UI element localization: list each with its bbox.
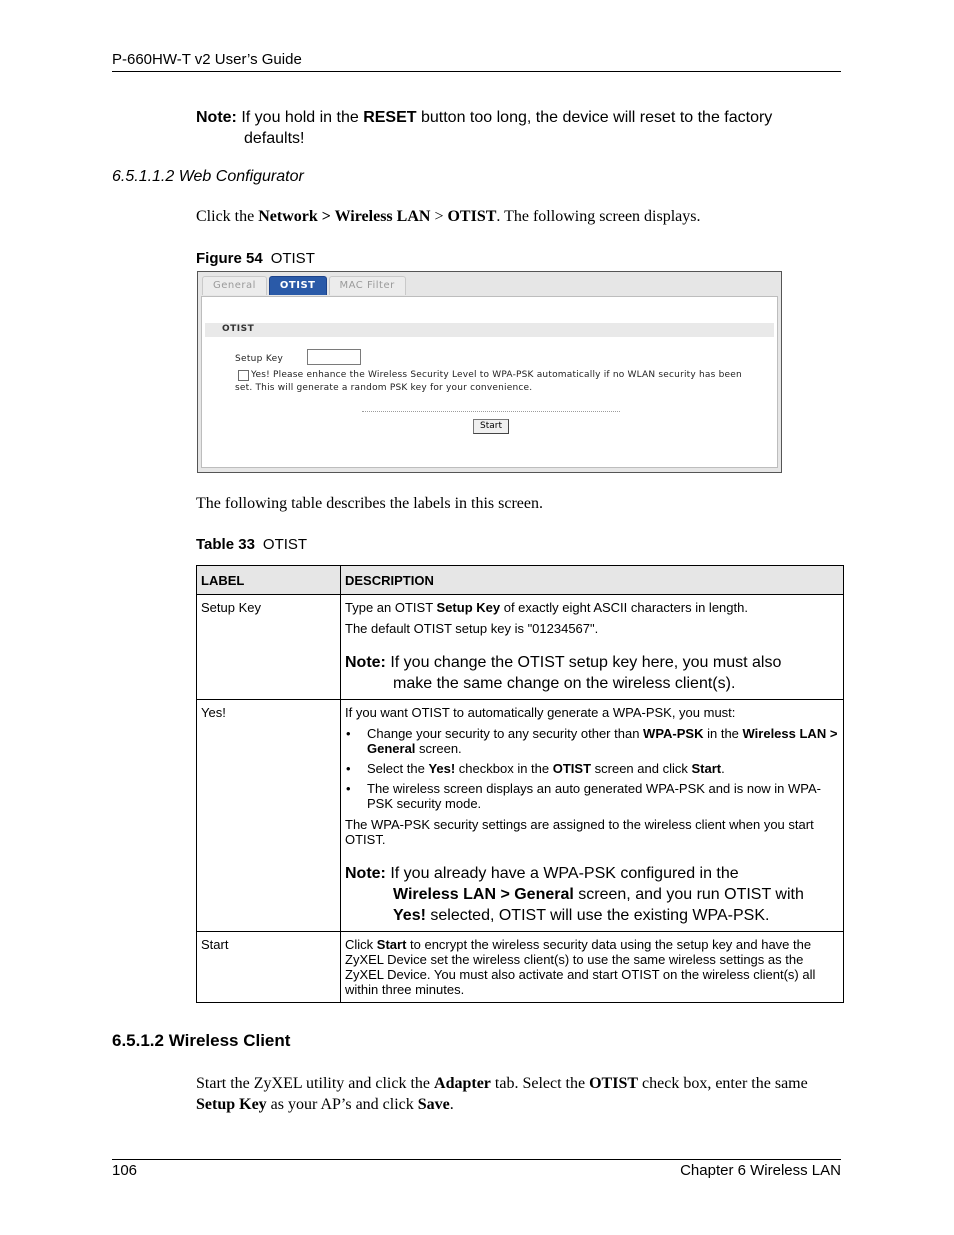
- section-heading-wireless-client: 6.5.1.2 Wireless Client: [112, 1031, 291, 1050]
- otist-screenshot: [197, 271, 782, 473]
- note-line-2: defaults!: [244, 130, 305, 147]
- footer-rule: [112, 1159, 841, 1160]
- section-heading-web-configurator: 6.5.1.1.2 Web Configurator: [112, 168, 304, 185]
- tab-bar: [202, 276, 408, 296]
- figure-title: OTIST: [270, 250, 315, 267]
- running-header: P-660HW-T v2 User’s Guide: [112, 51, 302, 68]
- row-description: Click Start to encrypt the wireless security data using the setup key and have the ZyXEL Device set the wireless client(s) to use the same wireless settings as the ZyXEL Device. You must also activate and start OTIST on the wireless client(s) all within three minutes.: [341, 932, 844, 1003]
- intro-paragraph: Click the Network > Wireless LAN > OTIST. The following screen displays.: [196, 208, 701, 225]
- bullet-list: [345, 726, 839, 811]
- page-number: 106: [112, 1162, 138, 1179]
- tab-mac-filter[interactable]: MAC Filter: [329, 276, 406, 295]
- note: Note: If you already have a WPA-PSK configured in the Wireless LAN > General screen, and you run OTIST with Yes! selected, OTIST will use the existing WPA-PSK.: [345, 865, 804, 924]
- table-row: [197, 595, 844, 700]
- header-rule: [112, 71, 841, 72]
- table-header-row: [197, 566, 844, 595]
- start-button[interactable]: Start: [473, 419, 509, 434]
- wireless-client-paragraph: Start the ZyXEL utility and click the Adapter tab. Select the OTIST check box, enter the same Setup Key as your AP’s and click Save.: [196, 1075, 808, 1113]
- table-intro-paragraph: The following table describes the labels in this screen.: [196, 495, 544, 512]
- figure-caption: [196, 250, 315, 267]
- otist-panel: [201, 296, 778, 468]
- setup-key-label: Setup Key: [235, 354, 284, 364]
- table-caption: [196, 536, 307, 553]
- row-label-setup-key: Setup Key: [197, 595, 341, 700]
- table-row: [197, 700, 844, 932]
- dotted-divider: [362, 411, 620, 412]
- chapter-title: Chapter 6 Wireless LAN: [680, 1162, 841, 1179]
- table-title: OTIST: [262, 536, 308, 553]
- list-item: • The wireless screen displays an auto generated WPA-PSK and is now in WPA-PSK security mode.: [345, 781, 839, 811]
- row-label-start: Start: [197, 932, 341, 1003]
- yes-checkbox-label: Yes! Please enhance the Wireless Security Level to WPA-PSK automatically if no WLAN security has been set. This will generate a random PSK key for your convenience.: [235, 370, 742, 393]
- list-item: • Change your security to any security other than WPA-PSK in the Wireless LAN > General screen.: [345, 726, 839, 756]
- header-label: LABEL: [197, 566, 341, 595]
- row-description: Type an OTIST Setup Key of exactly eight ASCII characters in length. The default OTIST setup key is "01234567". Note: If you change the OTIST setup key here, you must also make the same change on the wireless client(s).: [341, 595, 844, 700]
- header-description: DESCRIPTION: [341, 566, 844, 595]
- table-number: Table 33: [196, 536, 255, 553]
- section-band-label: OTIST: [222, 324, 255, 334]
- note: Note: If you change the OTIST setup key here, you must also make the same change on the wireless client(s).: [345, 654, 782, 692]
- tab-general[interactable]: General: [202, 276, 267, 295]
- otist-label-table: [196, 565, 844, 1003]
- yes-checkbox[interactable]: [238, 370, 249, 381]
- note-line-1: Note: If you hold in the RESET button too long, the device will reset to the factory: [196, 109, 773, 126]
- figure-number: Figure 54: [196, 250, 263, 267]
- note-label: Note:: [196, 109, 237, 126]
- note-reset: [196, 107, 826, 149]
- setup-key-input[interactable]: [307, 349, 361, 365]
- table-row: [197, 932, 844, 1003]
- row-label-yes: Yes!: [197, 700, 341, 932]
- row-description: If you want OTIST to automatically generate a WPA-PSK, you must: • Change your security to any security other than WPA-PSK in the Wireless LAN > General screen. • Select the Yes! checkbox in the OTIST screen and click Start. • The wireless screen displays an auto generated WPA-PSK and is now in WPA-PSK security mode. The WPA-PSK security settings are assigned to the wireless client when you start OTIST. Note: If you already have a WPA-PSK configured in the Wireless LAN > General screen, and you run OTIST with Yes! selected, OTIST will use the existing WPA-PSK.: [341, 700, 844, 932]
- list-item: • Select the Yes! checkbox in the OTIST screen and click Start.: [345, 761, 839, 776]
- tab-otist[interactable]: OTIST: [269, 276, 327, 295]
- section-band: [205, 323, 774, 337]
